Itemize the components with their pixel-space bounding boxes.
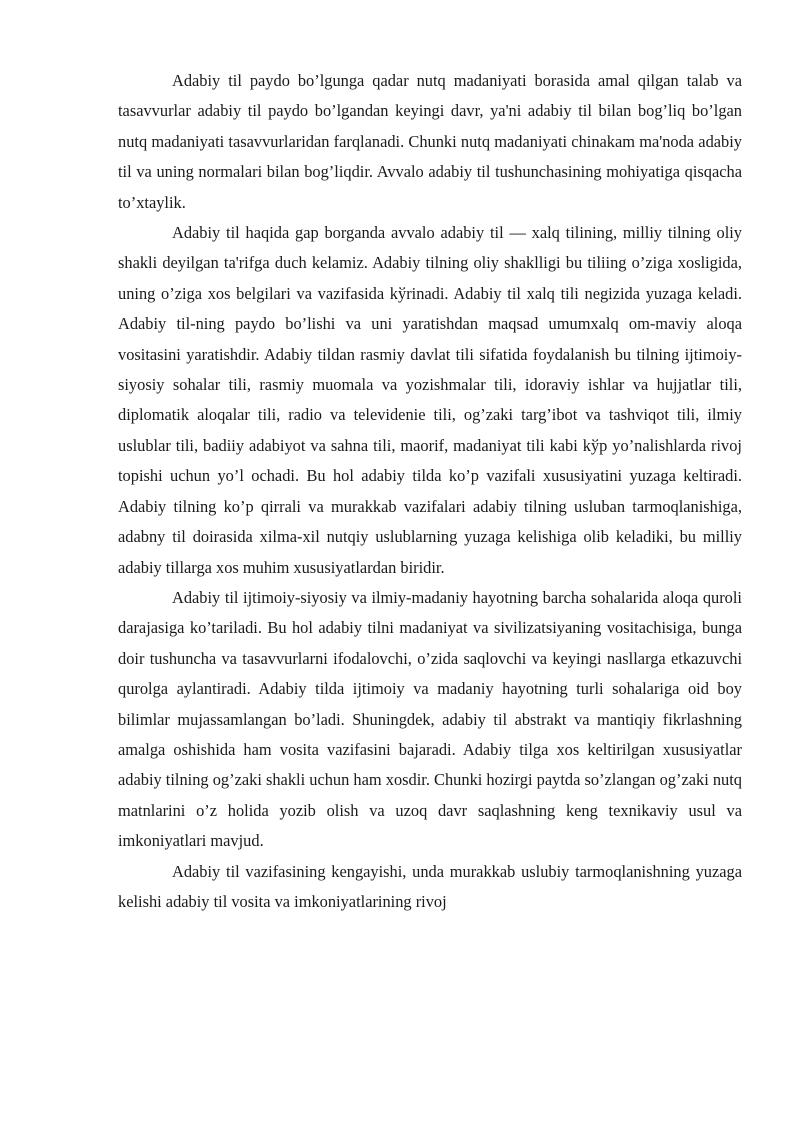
paragraph: Adabiy til paydo bo’lgunga qadar nutq madaniyati borasida amal qilgan talab va tasavvurlar adabiy til paydo bo’lgandan keyingi davr, ya'ni adabiy til bilan bog’liq bo’lgan nutq madaniyati tasavvurlaridan farqlanadi. Chunki nutq madaniyati chinakam ma'noda adabiy til va uning normalari bilan bog’liqdir. Avvalo adabiy til tushunchasining mohiyatiga qisqacha to’xtaylik. bbox=[118, 71, 742, 212]
paragraph: Adabiy til vazifasining kengayishi, unda murakkab uslubiy tarmoqlanishning yuzaga kelishi adabiy til vosita va imkoniyatlarining rivoj bbox=[118, 861, 742, 911]
paragraph: Adabiy til ijtimoiy-siyosiy va ilmiy-madaniy hayotning barcha sohalarida aloqa quroli darajasiga ko’tariladi. Bu hol adabiy tilni madaniyat va sivilizatsiyaning vositachisiga, bunga doir tushuncha va tasavvurlarni ifodalovchi, o’zida saqlovchi va keyingi nasllarga etkazuvchi qurolga aylantiradi. Adabiy tilda ijtimoiy va madaniy hayotning turli sohalariga oid boy bilimlar mujassamlangan bo’ladi. Shuningdek, adabiy til abstrakt va mantiqiy fikrlashning amalga oshishida ham vosita vazifasini bajaradi. Adabiy tilga xos keltirilgan xususiyatlar adabiy tilning og’zaki shakli uchun ham xosdir. Chunki hozirgi paytda so’zlangan og’zaki nutq matnlarini o’z holida yozib olish va uzoq davr saqlashning keng texnikaviy usul va imkoniyatlari mavjud. bbox=[118, 587, 742, 851]
paragraph: Adabiy til haqida gap borganda avvalo adabiy til — xalq tilining, milliy tilning oliy shakli deyilgan ta'rifga duch kelamiz. Adabiy tilning oliy shaklligi bu tiliing o’ziga xosligida, uning o’ziga xos belgilari va vazifasida kўrinadi. Adabiy til xalq tili negizida yuzaga keladi. Adabiy til-ning paydo bo’lishi va uni yaratishdan maqsad umumxalq om-maviy aloqa vositasini yaratishdir. Adabiy tildan rasmiy davlat tili sifatida foydalanish bu tilning ijtimoiy-siyosiy sohalar tili, rasmiy muomala va yozishmalar tili, idoraviy ishlar va hujjatlar tili, diplomatik aloqalar tili, radio va televidenie tili, og’zaki targ’ibot va tashviqot tili, ilmiy uslublar tili, badiiy adabiyot va sahna tili, maorif, madaniyat tili kabi kўp yo’nalishlarda rivoj topishi uchun yo’l ochadi. Bu hol adabiy tilda ko’p vazifali xususiyatini yuzaga keltiradi. Adabiy tilning ko’p qirrali va murakkab vazifalari adabiy tilning usluban tarmoqlanishiga, adabny til doirasida xilma-xil nutqiy uslublarning yuzaga kelishiga olib keladiki, bu milliy adabiy tillarga xos muhim xususiyatlardan biridir. bbox=[118, 223, 742, 577]
document-page bbox=[118, 66, 742, 917]
